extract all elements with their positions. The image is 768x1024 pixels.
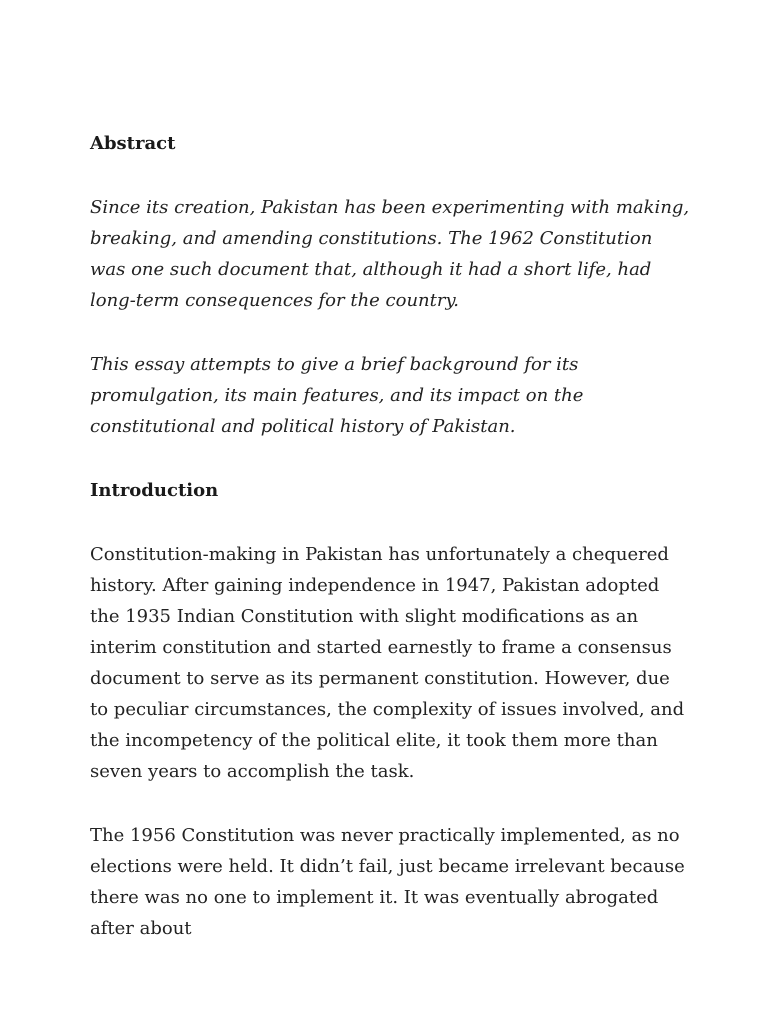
document-page bbox=[90, 128, 690, 944]
introduction-paragraph-1: Constitution-making in Pakistan has unfortunately a chequered history. After gaining independence in 1947, Pakistan adopted the 1935 Indian Constitution with slight modifications as an interim constitution and started earnestly to frame a consensus document to serve as its permanent constitution. However, due to peculiar circumstances, the complexity of issues involved, and the incompetency of the political elite, it took them more than seven years to accomplish the task. bbox=[90, 544, 685, 782]
introduction-paragraph-2: The 1956 Constitution was never practically implemented, as no elections were held. It didn’t fail, just became irrelevant because there was no one to implement it. It was eventually abrogated after about bbox=[90, 825, 685, 939]
abstract-heading: Abstract bbox=[90, 133, 176, 154]
abstract-paragraph-1: Since its creation, Pakistan has been experimenting with making, breaking, and amending constitutions. The 1962 Constitution was one such document that, although it had a short life, had long-term consequences for the country. bbox=[90, 197, 690, 311]
abstract-paragraph-2: This essay attempts to give a brief background for its promulgation, its main features, and its impact on the constitutional and political history of Pakistan. bbox=[90, 354, 584, 437]
introduction-heading: Introduction bbox=[90, 480, 219, 501]
